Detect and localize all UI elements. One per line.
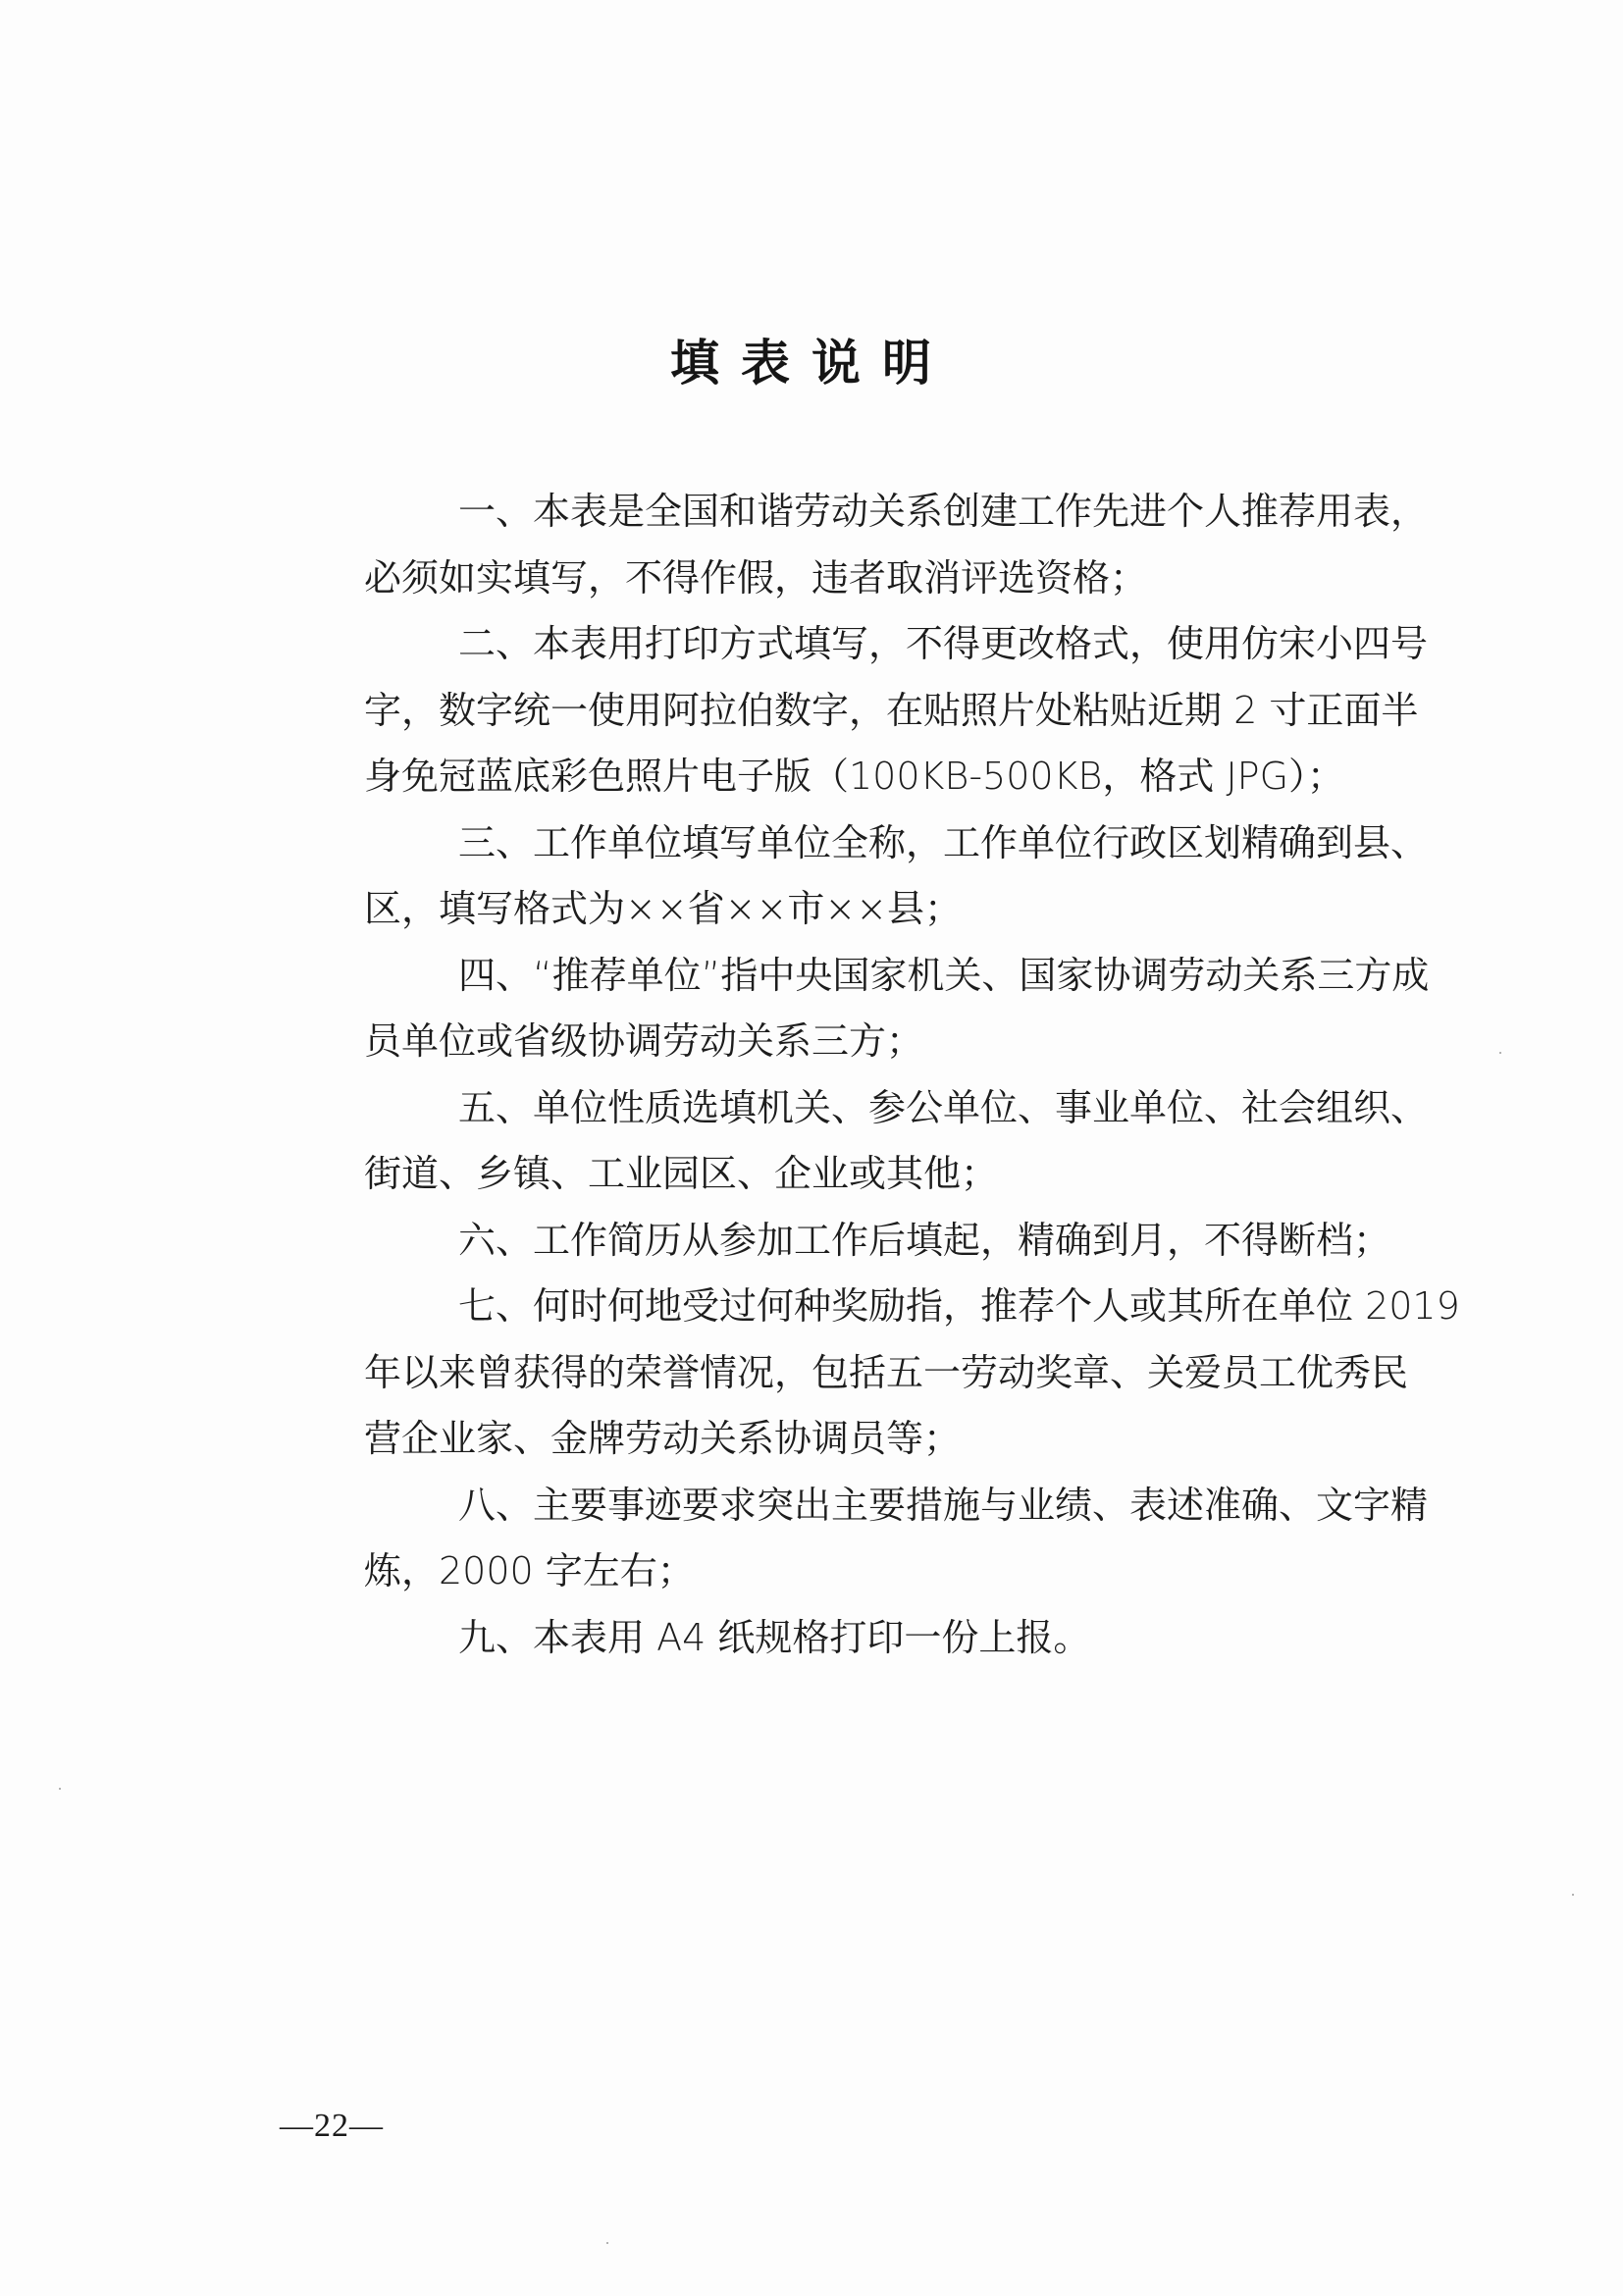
instruction-item-7 (270, 1274, 1460, 1473)
instruction-line: 必须如实填写，不得作假，违者取消评选资格； (364, 555, 1148, 600)
instruction-line: 一、本表是全国和谐劳动关系创建工作先进个人推荐用表， (458, 490, 1429, 533)
instruction-line: 区，填写格式为××省××市××县； (364, 887, 963, 930)
page-title: 填表说明 (670, 334, 953, 391)
scan-speck (1499, 1052, 1501, 1054)
page-number: —22— (280, 2108, 384, 2144)
instruction-line: 炼，2000 字左右； (364, 1549, 695, 1592)
instruction-item-4 (270, 943, 1430, 1075)
instruction-line: 五、单位性质选填机关、参公单位、事业单位、社会组织、 (458, 1085, 1429, 1129)
instruction-item-2 (270, 611, 1429, 810)
instruction-line: 六、工作简历从参加工作后填起，精确到月，不得断档； (458, 1218, 1391, 1262)
scan-speck (1572, 1894, 1574, 1896)
instructions-body (270, 479, 1460, 1671)
instruction-item-8 (270, 1473, 1429, 1605)
instruction-line: 三、工作单位填写单位全称，工作单位行政区划精确到县、 (458, 820, 1429, 864)
instruction-line: 街道、乡镇、工业园区、企业或其他； (364, 1152, 999, 1195)
instruction-line: 字，数字统一使用阿拉伯数字，在贴照片处粘贴近期 2 寸正面半 (364, 688, 1419, 732)
instruction-line: 员单位或省级协调劳动关系三方； (364, 1019, 924, 1063)
instruction-line: 四、“推荐单位”指中央国家机关、国家协调劳动关系三方成 (458, 953, 1430, 997)
instruction-item-5 (270, 1075, 1429, 1208)
instruction-item-1 (270, 479, 1429, 611)
instruction-item-9 (270, 1605, 1398, 1672)
instruction-item-3 (270, 810, 1429, 943)
instruction-line: 八、主要事迹要求突出主要措施与业绩、表述准确、文字精 (458, 1483, 1429, 1527)
instruction-line: 身免冠蓝底彩色照片电子版（100KB-500KB，格式 JPG）； (364, 755, 1345, 798)
instruction-line: 年以来曾获得的荣誉情况，包括五一劳动奖章、关爱员工优秀民 (364, 1350, 1409, 1394)
instruction-line: 营企业家、金牌劳动关系协调员等； (364, 1417, 962, 1460)
instruction-line: 七、何时何地受过何种奖励指，推荐个人或其所在单位 2019 (458, 1284, 1460, 1328)
instruction-item-6 (270, 1208, 1398, 1275)
scan-speck (59, 1788, 61, 1790)
instruction-line: 二、本表用打印方式填写，不得更改格式，使用仿宋小四号 (458, 622, 1429, 665)
instruction-line: 九、本表用 A4 纸规格打印一份上报。 (458, 1615, 1091, 1659)
scan-speck (606, 2242, 608, 2244)
